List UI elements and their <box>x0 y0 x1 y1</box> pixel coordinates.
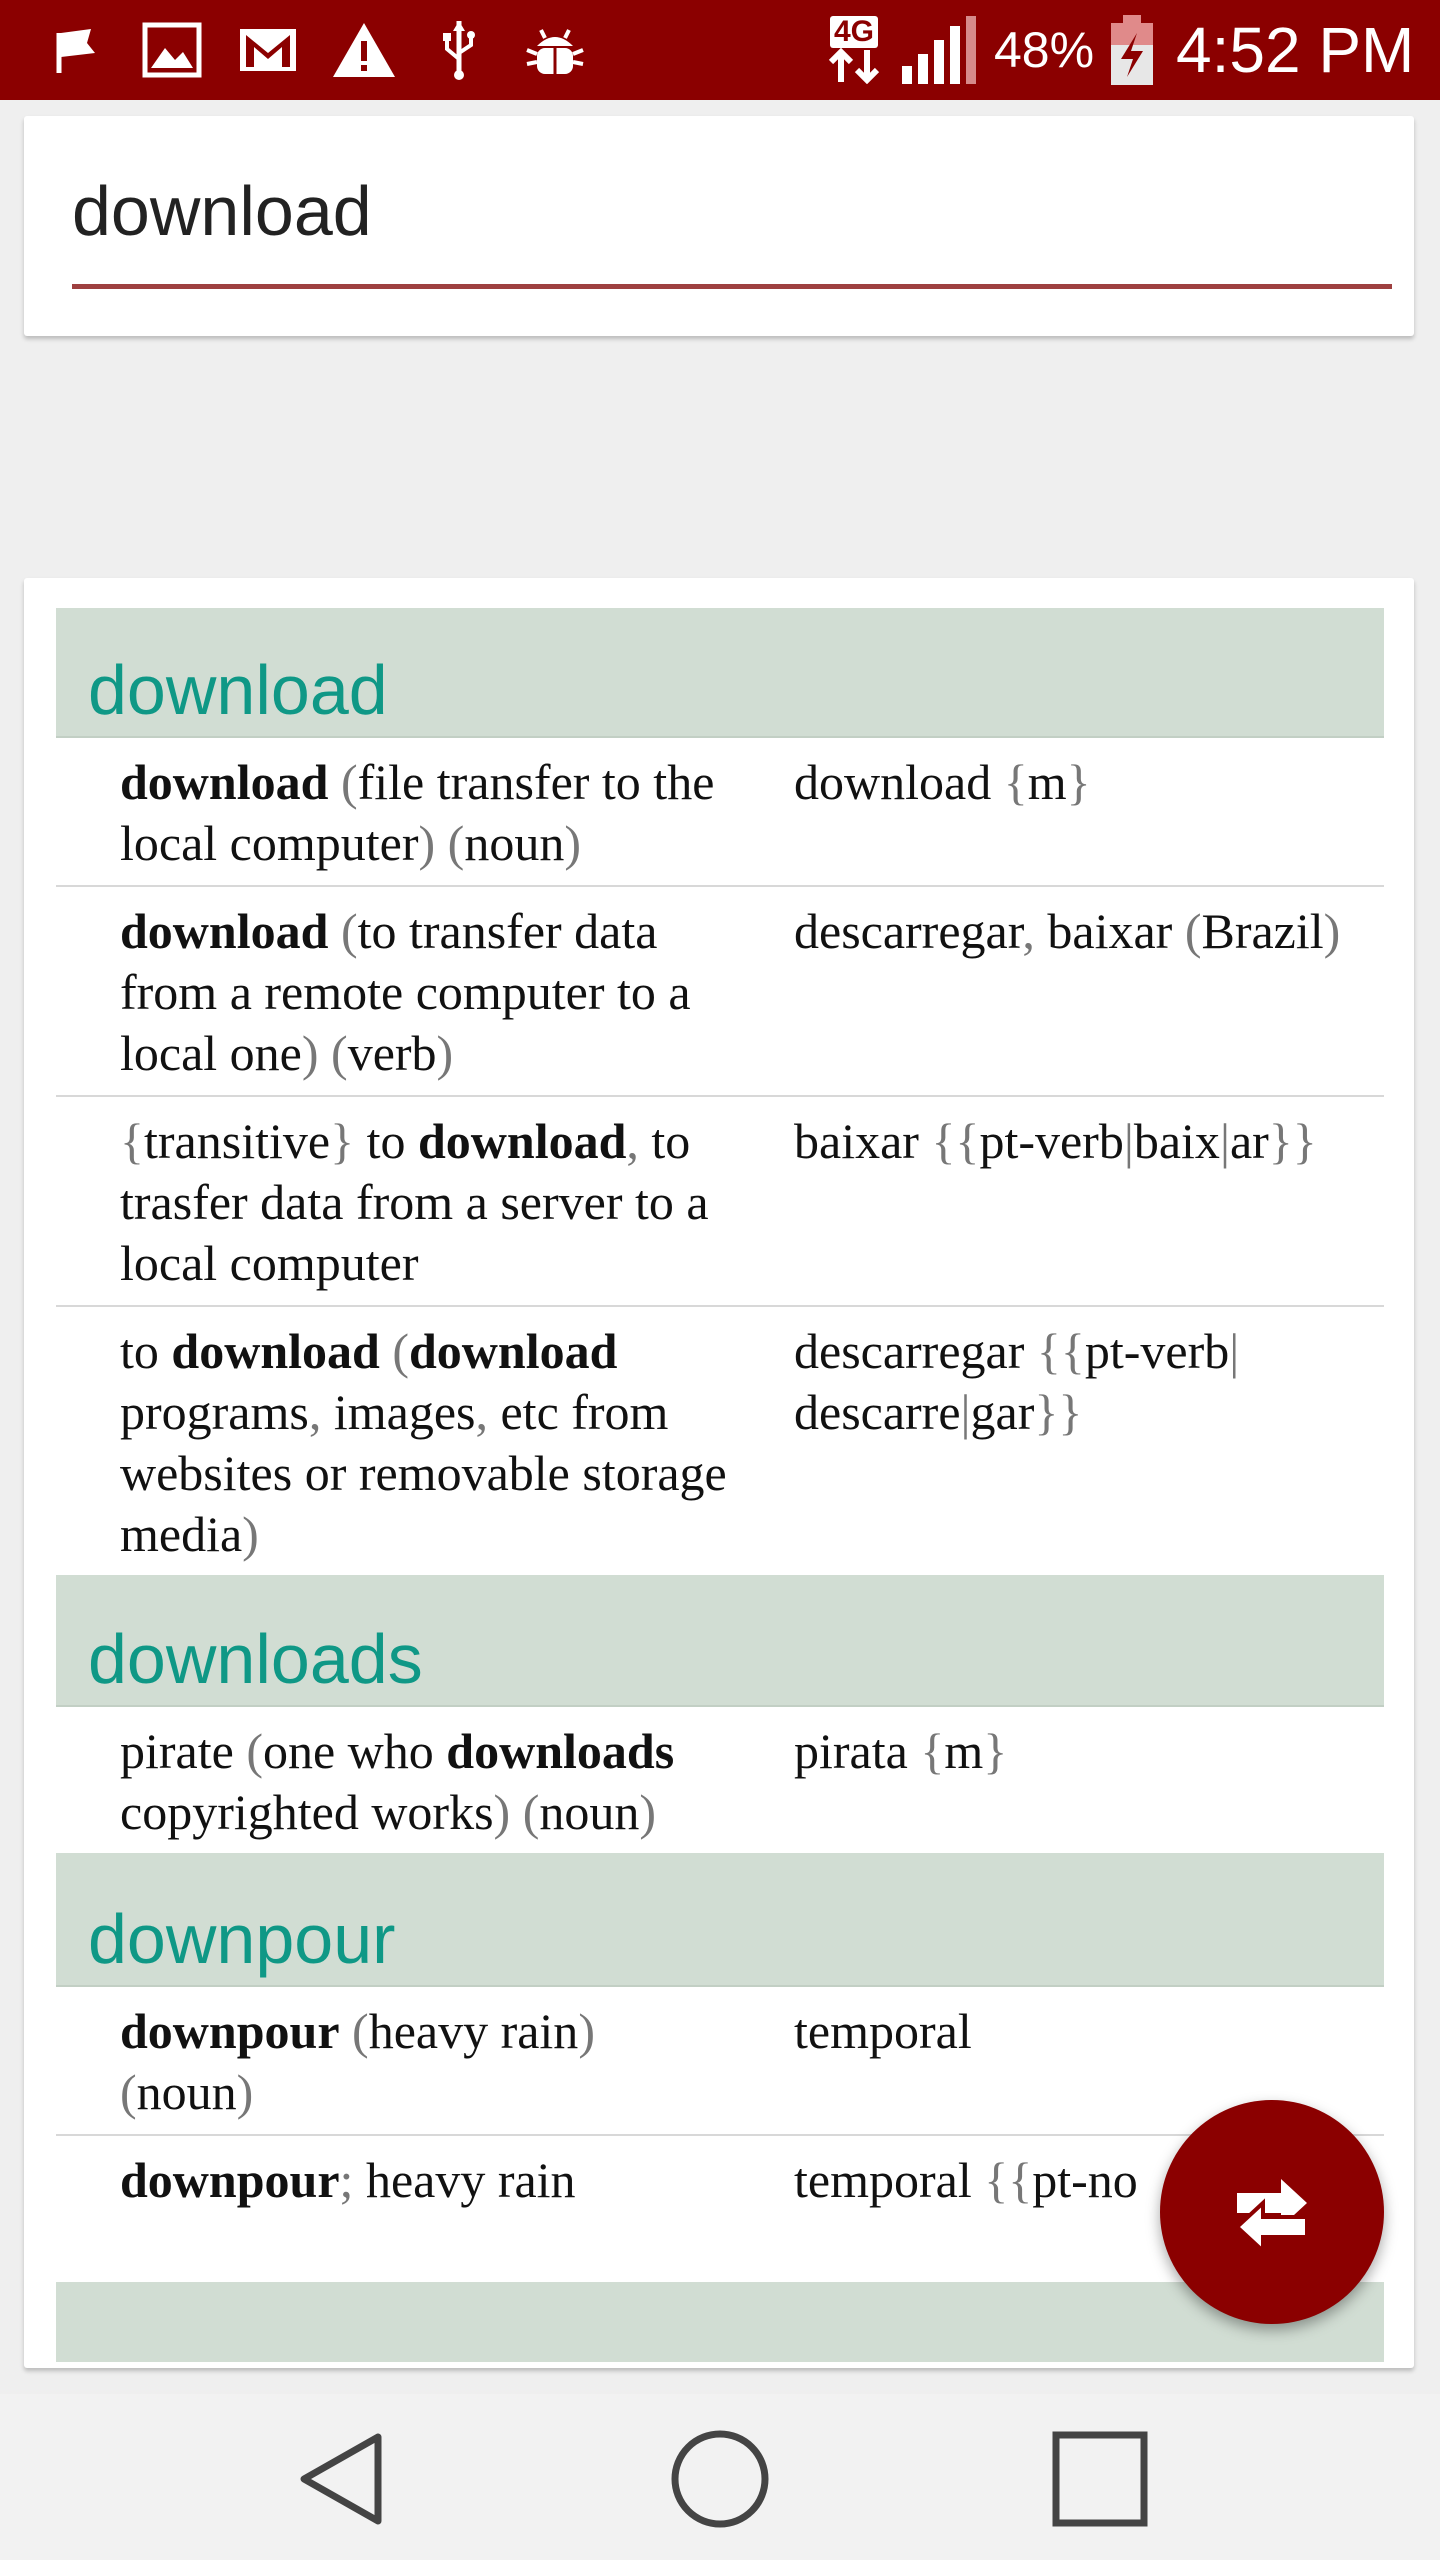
swap-languages-button[interactable] <box>1160 2100 1384 2324</box>
entry-source: download (to transfer data from a remote computer to a local one) (verb) <box>120 903 691 1081</box>
entry-translation: temporal <box>794 2003 972 2059</box>
section-title: downpour <box>88 1900 396 1978</box>
entry-source: {transitive} to download, to trasfer data from a server to a local computer <box>120 1113 709 1291</box>
section-title: downloads <box>88 1620 423 1698</box>
search-input[interactable] <box>72 156 1368 266</box>
android-debug-icon <box>520 20 590 80</box>
swap-arrows-icon <box>1227 2167 1317 2257</box>
gmail-icon <box>236 20 300 80</box>
back-triangle-icon[interactable] <box>282 2424 402 2534</box>
entry-row[interactable] <box>56 1707 1384 1853</box>
status-bar <box>0 0 1440 100</box>
entry-row[interactable] <box>56 887 1384 1097</box>
entry-translation: pirata {m} <box>794 1723 1008 1779</box>
entry-source: to download (download programs, images, etc from websites or removable storage media) <box>120 1323 727 1562</box>
flag-icon <box>52 20 102 80</box>
network-type-label: 4G <box>830 16 878 48</box>
entry-row[interactable] <box>56 1097 1384 1307</box>
entry-source: pirate (one who downloads copyrighted works) (noun) <box>120 1723 675 1840</box>
recents-square-icon[interactable] <box>1040 2424 1160 2534</box>
battery-percent: 48% <box>994 22 1095 78</box>
entry-source: download (file transfer to the local computer) (noun) <box>120 754 715 871</box>
entry-translation: baixar {{pt-verb|baix|ar}} <box>794 1113 1317 1169</box>
usb-icon <box>434 20 484 80</box>
section-title: download <box>88 651 388 729</box>
entry-translation: download {m} <box>794 754 1091 810</box>
entry-row[interactable] <box>56 1307 1384 1575</box>
results-list <box>56 608 1384 2362</box>
results-card <box>24 578 1414 2368</box>
entry-source: downpour (heavy rain) (noun) <box>120 2003 595 2120</box>
entry-row[interactable] <box>56 1987 1384 2136</box>
section-header-downpour <box>56 1853 1384 1987</box>
section-header-next <box>56 2282 1384 2362</box>
entry-source: downpour; heavy rain <box>120 2152 576 2208</box>
entry-translation: descarregar, baixar (Brazil) <box>794 903 1341 959</box>
section-header-download <box>56 608 1384 738</box>
entry-translation: descarregar {{pt-verb| descarre|gar}} <box>794 1323 1240 1440</box>
clock: 4:52 PM <box>1176 14 1415 86</box>
search-underline <box>72 284 1392 289</box>
warning-icon <box>330 20 398 80</box>
entry-row[interactable] <box>56 738 1384 887</box>
image-icon <box>140 20 204 80</box>
network-arrows-icon <box>822 12 886 88</box>
signal-icon <box>898 14 982 86</box>
home-circle-icon[interactable] <box>660 2424 780 2534</box>
entry-translation: temporal {{pt-no <box>794 2152 1138 2208</box>
battery-charging-icon <box>1104 12 1160 88</box>
section-header-downloads <box>56 1575 1384 1707</box>
navigation-bar <box>0 2394 1440 2560</box>
search-card <box>24 116 1414 336</box>
